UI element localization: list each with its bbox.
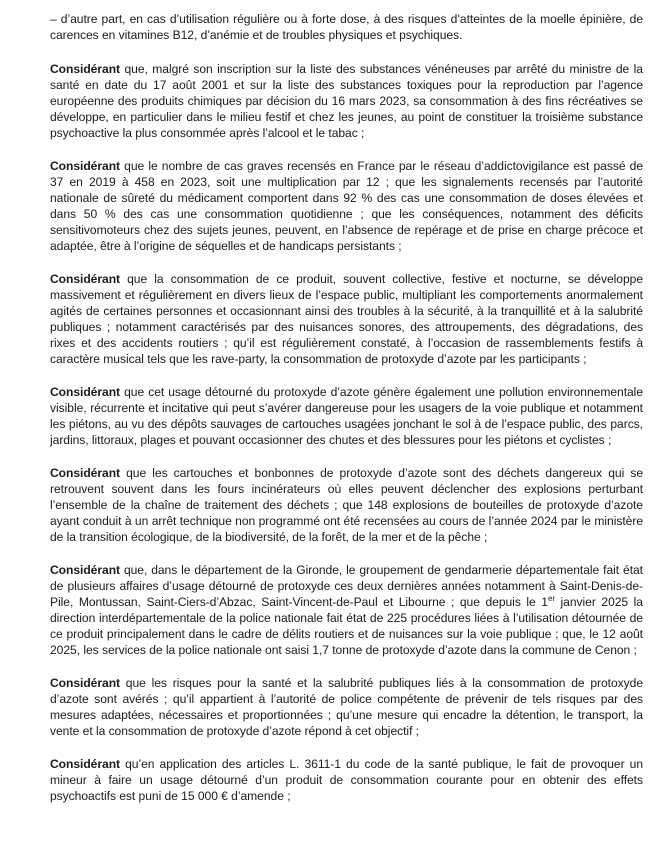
considerant-paragraph-6 bbox=[50, 562, 643, 658]
paragraph-text: qu’en application des articles L. 3611-1 du code de la santé publique, le fait de provoquer un mineur à faire un usage détourné d’un produit de consommation courante pour en obtenir des effets psychoactifs est puni de 15 000 € d’amende ; bbox=[50, 757, 643, 803]
considerant-paragraph-2 bbox=[50, 158, 643, 254]
considerant-paragraph-4 bbox=[50, 384, 643, 448]
considerant-keyword: Considérant bbox=[50, 62, 121, 76]
intro-paragraph: – d’autre part, en cas d’utilisation régulière ou à forte dose, à des risques d’atteintes de la moelle épinière, de carences en vitamines B12, d’anémie et de troubles physiques et psychiques. bbox=[50, 12, 643, 42]
considerant-keyword: Considérant bbox=[50, 272, 121, 286]
considerant-keyword: Considérant bbox=[50, 159, 121, 173]
paragraph-text: que les cartouches et bonbonnes de protoxyde d’azote sont des déchets dangereux qui se retrouvent souvent dans les fours incinérateurs où elles peuvent déclencher des explosions perturbant l’ensemble de la chaîne de traitement des déchets ; que 148 explosions de bouteilles de protoxyde d’azote ayant conduit à un arrêt technique non programmé ont été recensées au cours de l’année 2024 par le ministère de la transition écologique, de la biodiversité, de la forêt, de la mer et de la pêche ; bbox=[50, 466, 643, 544]
paragraph-text: que la consommation de ce produit, souvent collective, festive et nocturne, se développe massivement et régulièrement en divers lieux de l’espace public, multipliant les comportements anormalement agités de certaines personnes et occasionnant ainsi des troubles à la sécurité, à la tranquillité et à la salubrité publiques ; notamment caractérisés par des nuisances sonores, des attroupements, des dégradations, des rixes et des accidents routiers ; qu’il est régulièrement constaté, à l’occasion de rassemblements festifs à caractère musical tels que les rave-party, la consommation de protoxyde d’azote par les participants ; bbox=[50, 272, 643, 366]
considerant-paragraph-8 bbox=[50, 756, 643, 804]
paragraph-text-continued: janvier 2025 la direction interdépartementale de la police nationale fait état de 225 procédures liées à l’utilisation détournée de ce produit principalement dans le cadre de délits routiers et de nuisances sur la voie publique ; que, le 12 août 2025, les services de la police nationale ont saisi 1,7 tonne de protoxyde d’azote dans la commune de Cenon ; bbox=[50, 595, 643, 657]
considerant-keyword: Considérant bbox=[50, 466, 121, 480]
considerant-paragraph-5 bbox=[50, 465, 643, 545]
superscript-er: er bbox=[547, 593, 555, 603]
paragraph-text: que cet usage détourné du protoxyde d’azote génère également une pollution environnementale visible, récurrente et incitative qui peut s’avérer dangereuse pour les usagers de la voie publique et notamment les piétons, au vu des dépôts sauvages de cartouches usagées jonchant le sol à de l’espace public, des parcs, jardins, littoraux, plages et pouvant occasionner des chutes et des blessures pour les piétons et cyclistes ; bbox=[50, 385, 643, 447]
paragraph-text: que, malgré son inscription sur la liste des substances vénéneuses par arrêté du ministre de la santé en date du 17 août 2001 et sur la liste des substances toxiques pour la reproduction par l’agence européenne des produits chimiques par décision du 16 mars 2023, sa consommation à des fins récréatives se développe, en particulier dans le milieu festif et chez les jeunes, au point de constituer la troisième substance psychoactive la plus consommée après l’alcool et le tabac ; bbox=[50, 62, 643, 140]
considerant-paragraph-1 bbox=[50, 61, 643, 141]
paragraph-text: que, dans le département de la Gironde, le groupement de gendarmerie départementale fait état de plusieurs affaires d’usage détourné de protoxyde ces deux dernières années notamment à Saint-Denis-de-Pile, Montussan, Saint-Ciers-d’Abzac, Saint-Vincent-de-Paul et Libourne ; que depuis le 1 bbox=[50, 563, 643, 609]
considerant-paragraph-7 bbox=[50, 675, 643, 739]
considerant-keyword: Considérant bbox=[50, 563, 121, 577]
considerant-paragraph-3 bbox=[50, 271, 643, 367]
considerant-keyword: Considérant bbox=[50, 676, 121, 690]
paragraph-text: que le nombre de cas graves recensés en France par le réseau d’addictovigilance est passé de 37 en 2019 à 458 en 2023, soit une multiplication par 12 ; que les signalements recensés par l’autorité nationale de sûreté du médicament comportent dans 92 % des cas une consommation de doses élevées et dans 50 % des cas une consommation quotidienne ; que les conséquences, notamment des déficits sensitivomoteurs chez des sujets jeunes, peuvent, en l’absence de repérage et de prise en charge précoce et adaptée, être à l’origine de séquelles et de handicaps persistants ; bbox=[50, 159, 643, 253]
considerant-keyword: Considérant bbox=[50, 385, 121, 399]
considerant-keyword: Considérant bbox=[50, 757, 121, 771]
paragraph-text: que les risques pour la santé et la salubrité publiques liés à la consommation de protoxyde d’azote sont avérés ; qu’il appartient à l’autorité de police compétente de prévenir de tels risques par des mesures adaptées, nécessaires et proportionnées ; qu’une mesure qui encadre la détention, le transport, la vente et la consommation de protoxyde d’azote répond à cet objectif ; bbox=[50, 676, 643, 738]
